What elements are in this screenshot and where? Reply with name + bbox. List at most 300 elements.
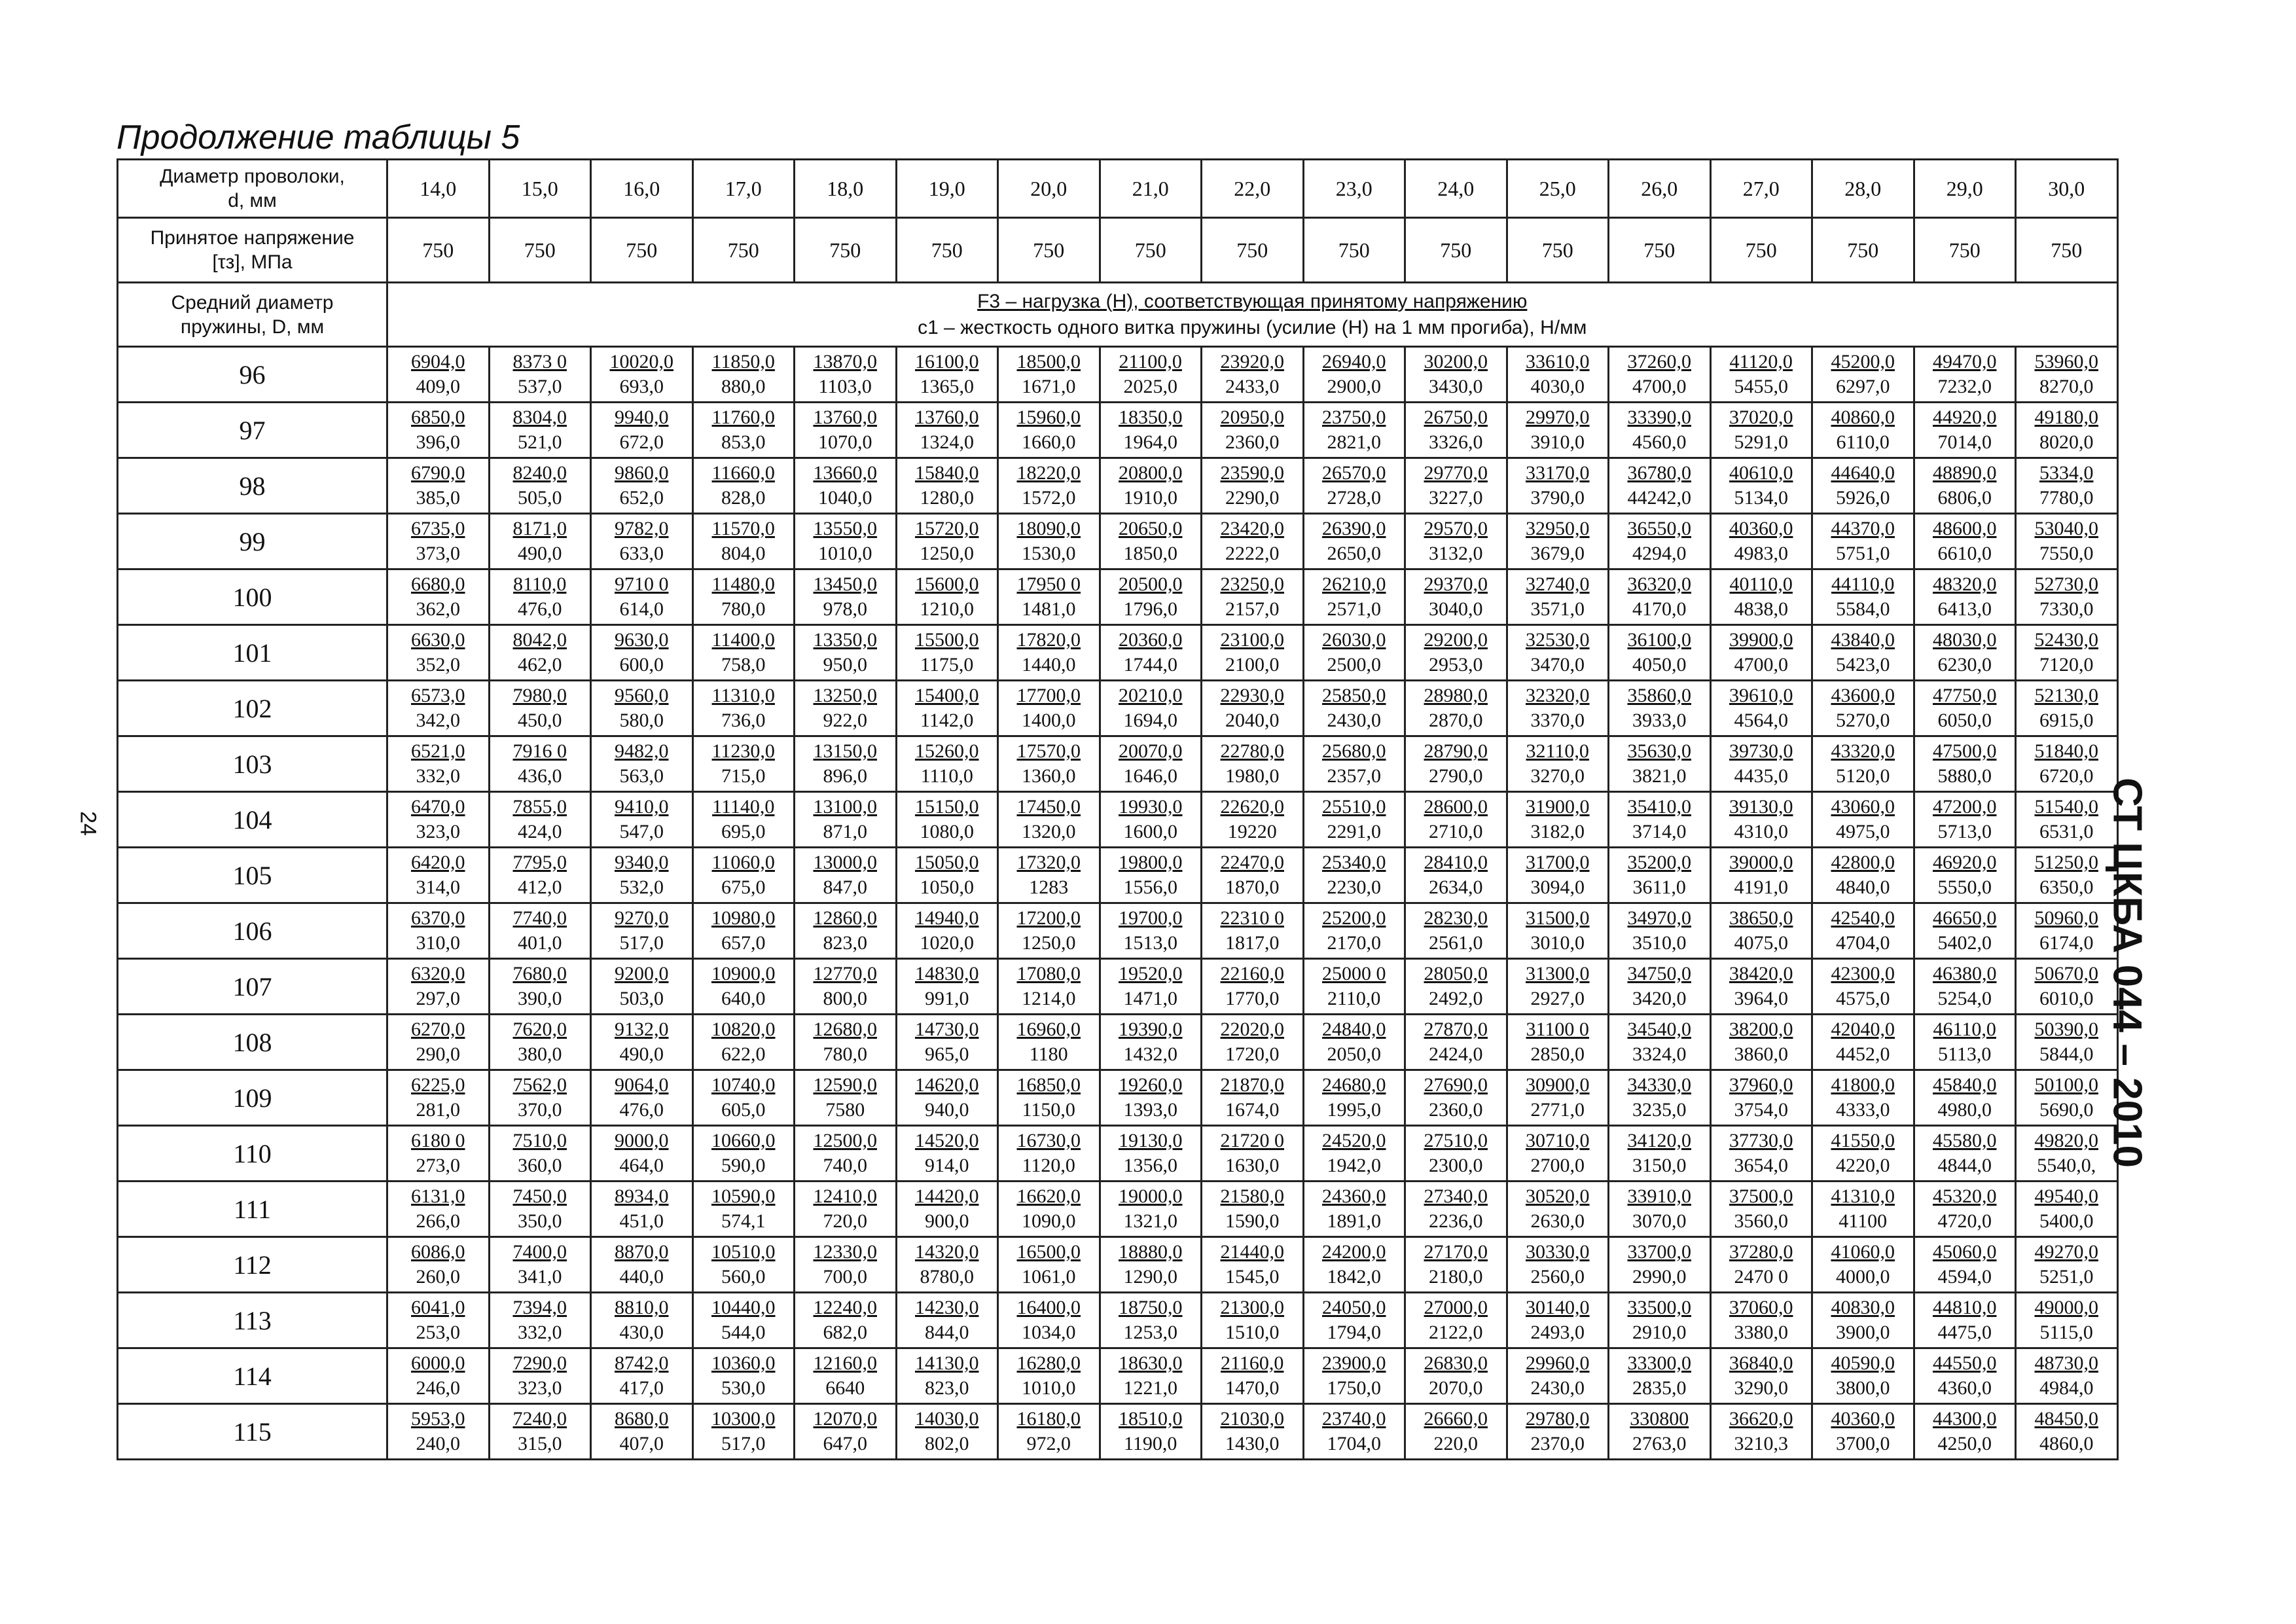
load-value: 7394,0 — [512, 1297, 567, 1318]
load-stiffness-cell — [1303, 1237, 1405, 1293]
load-value: 14230,0 — [915, 1297, 979, 1318]
load-stiffness-cell — [896, 569, 998, 625]
load-value: 36320,0 — [1627, 573, 1691, 595]
load-stiffness-cell — [591, 1015, 693, 1070]
load-value: 29370,0 — [1424, 573, 1488, 595]
load-value: 14620,0 — [915, 1074, 979, 1096]
stiffness-value: 2470 0 — [1734, 1266, 1788, 1288]
legend-load-line: F3 – нагрузка (Н), соответствующая принятому напряжению — [977, 290, 1528, 312]
load-value: 9132,0 — [615, 1019, 669, 1040]
load-value: 33700,0 — [1627, 1241, 1691, 1263]
load-stiffness-cell — [692, 1404, 795, 1460]
wire-diameter-value: 17,0 — [692, 160, 795, 218]
stiffness-value: 341,0 — [518, 1266, 562, 1288]
table-row — [118, 569, 2118, 625]
load-value: 22470,0 — [1220, 852, 1284, 873]
load-stiffness-cell — [489, 848, 591, 903]
stiffness-value: 412,0 — [518, 876, 562, 898]
load-stiffness-cell — [387, 681, 490, 736]
stiffness-value: 1510,0 — [1225, 1322, 1280, 1343]
stiffness-value: 3654,0 — [1734, 1155, 1788, 1176]
load-stiffness-cell — [591, 959, 693, 1015]
stiffness-value: 4475,0 — [1937, 1322, 1992, 1343]
load-stiffness-cell — [896, 1237, 998, 1293]
load-value: 9630,0 — [615, 629, 669, 651]
load-stiffness-cell — [998, 1182, 1100, 1237]
stiffness-value: 451,0 — [619, 1210, 664, 1232]
load-value: 17950 0 — [1016, 573, 1081, 595]
load-value: 23420,0 — [1220, 518, 1284, 539]
load-value: 9200,0 — [615, 963, 669, 984]
load-value: 40830,0 — [1831, 1297, 1895, 1318]
load-stiffness-cell — [1303, 625, 1405, 681]
load-value: 7795,0 — [512, 852, 567, 873]
load-value: 18750,0 — [1119, 1297, 1183, 1318]
load-value: 23590,0 — [1220, 462, 1284, 484]
stiffness-value: 1750,0 — [1327, 1377, 1381, 1399]
stiffness-value: 1891,0 — [1327, 1210, 1381, 1232]
load-value: 31100 0 — [1526, 1019, 1589, 1040]
stiffness-value: 2360,0 — [1225, 431, 1280, 453]
load-stiffness-cell — [591, 1293, 693, 1348]
stiffness-value: 5115,0 — [2039, 1322, 2093, 1343]
stiffness-value: 4594,0 — [1937, 1266, 1992, 1288]
load-value: 6850,0 — [411, 406, 465, 428]
stiffness-value: 6720,0 — [2039, 765, 2094, 787]
load-stiffness-cell — [1100, 1237, 1202, 1293]
load-stiffness-cell — [2016, 1348, 2118, 1404]
load-stiffness-cell — [795, 903, 897, 959]
stiffness-value: 3182,0 — [1530, 821, 1585, 842]
load-stiffness-cell — [1710, 1237, 1812, 1293]
load-value: 15600,0 — [915, 573, 979, 595]
load-stiffness-cell — [1507, 514, 1609, 569]
stiffness-value: 4220,0 — [1836, 1155, 1890, 1176]
load-stiffness-cell — [1710, 1348, 1812, 1404]
load-stiffness-cell — [1609, 681, 1711, 736]
load-value: 27170,0 — [1424, 1241, 1488, 1263]
load-stiffness-cell — [1202, 959, 1304, 1015]
stiffness-value: 2493,0 — [1530, 1322, 1585, 1343]
load-stiffness-cell — [1100, 625, 1202, 681]
load-stiffness-cell — [1710, 903, 1812, 959]
stiffness-value: 1432,0 — [1123, 1043, 1177, 1065]
stiffness-value: 490,0 — [518, 543, 562, 564]
load-value: 18220,0 — [1016, 462, 1081, 484]
stiffness-value: 4840,0 — [1836, 876, 1890, 898]
legend-row — [118, 283, 2118, 347]
load-value: 37730,0 — [1729, 1130, 1793, 1151]
stiffness-value: 1770,0 — [1225, 988, 1280, 1009]
load-stiffness-cell — [2016, 681, 2118, 736]
load-stiffness-cell — [998, 736, 1100, 792]
load-stiffness-cell — [896, 458, 998, 514]
load-value: 19930,0 — [1119, 796, 1183, 818]
load-stiffness-cell — [1609, 1126, 1711, 1182]
load-stiffness-cell — [1507, 959, 1609, 1015]
load-value: 48890,0 — [1933, 462, 1997, 484]
load-stiffness-cell — [1303, 959, 1405, 1015]
stiffness-value: 2157,0 — [1225, 598, 1280, 620]
stiffness-value: 1365,0 — [920, 376, 974, 397]
stiffness-value: 3900,0 — [1836, 1322, 1890, 1343]
stiffness-value: 462,0 — [518, 654, 562, 676]
load-stiffness-cell — [489, 569, 591, 625]
load-stiffness-cell — [387, 1015, 490, 1070]
load-stiffness-cell — [896, 1404, 998, 1460]
stiffness-value: 310,0 — [416, 932, 460, 954]
stiffness-value: 3210,3 — [1734, 1433, 1788, 1454]
load-value: 14730,0 — [915, 1019, 979, 1040]
load-value: 8934,0 — [615, 1185, 669, 1207]
load-value: 30520,0 — [1526, 1185, 1590, 1207]
load-stiffness-cell — [1710, 1182, 1812, 1237]
stiffness-value: 3790,0 — [1530, 487, 1585, 509]
stiffness-value: 8020,0 — [2039, 431, 2094, 453]
load-value: 44550,0 — [1933, 1352, 1997, 1374]
mean-diameter-cell: 97 — [118, 403, 387, 458]
load-value: 13100,0 — [813, 796, 877, 818]
load-value: 18630,0 — [1119, 1352, 1183, 1374]
load-stiffness-cell — [387, 736, 490, 792]
mean-diameter-cell: 103 — [118, 736, 387, 792]
load-value: 8304,0 — [512, 406, 567, 428]
load-stiffness-cell — [795, 1070, 897, 1126]
load-stiffness-cell — [1405, 569, 1507, 625]
stress-row — [118, 218, 2118, 283]
stiffness-value: 1572,0 — [1022, 487, 1076, 509]
load-value: 16100,0 — [915, 351, 979, 372]
load-value: 19520,0 — [1119, 963, 1183, 984]
load-value: 26660,0 — [1424, 1408, 1488, 1430]
stiffness-value: 978,0 — [823, 598, 867, 620]
stiffness-value: 2291,0 — [1327, 821, 1381, 842]
stiffness-value: 940,0 — [925, 1099, 969, 1121]
stiffness-value: 5926,0 — [1836, 487, 1890, 509]
stiffness-value: 5423,0 — [1836, 654, 1890, 676]
stiffness-value: 590,0 — [721, 1155, 766, 1176]
stiffness-value: 1180 — [1029, 1043, 1068, 1065]
load-stiffness-cell — [998, 514, 1100, 569]
stiffness-value: 3754,0 — [1734, 1099, 1788, 1121]
wire-diameter-value: 30,0 — [2016, 160, 2118, 218]
load-stiffness-cell — [1303, 1404, 1405, 1460]
load-value: 49180,0 — [2034, 406, 2098, 428]
stiffness-value: 6806,0 — [1937, 487, 1992, 509]
load-stiffness-cell — [387, 1404, 490, 1460]
load-value: 24840,0 — [1322, 1019, 1386, 1040]
stiffness-value: 2850,0 — [1530, 1043, 1585, 1065]
load-value: 20950,0 — [1220, 406, 1284, 428]
table-row — [118, 1404, 2118, 1460]
stiffness-value: 1694,0 — [1123, 710, 1177, 731]
load-stiffness-cell — [1303, 848, 1405, 903]
load-stiffness-cell — [896, 625, 998, 681]
table-row — [118, 1126, 2118, 1182]
load-stiffness-cell — [2016, 1404, 2118, 1460]
stiffness-value: 1910,0 — [1123, 487, 1177, 509]
load-stiffness-cell — [2016, 959, 2118, 1015]
load-value: 30330,0 — [1526, 1241, 1590, 1263]
load-value: 45580,0 — [1933, 1130, 1997, 1151]
load-stiffness-cell — [1914, 903, 2016, 959]
load-value: 20070,0 — [1119, 740, 1183, 762]
load-value: 5334,0 — [2039, 462, 2094, 484]
load-stiffness-cell — [489, 1070, 591, 1126]
mean-diameter-cell: 109 — [118, 1070, 387, 1126]
load-stiffness-cell — [692, 1182, 795, 1237]
load-value: 18500,0 — [1016, 351, 1081, 372]
stiffness-value: 633,0 — [619, 543, 664, 564]
load-value: 29570,0 — [1424, 518, 1488, 539]
load-stiffness-cell — [1100, 1348, 1202, 1404]
load-value: 39610,0 — [1729, 685, 1793, 706]
stiffness-value: 2492,0 — [1429, 988, 1483, 1009]
table-row — [118, 736, 2118, 792]
mean-diameter-cell: 101 — [118, 625, 387, 681]
stiffness-value: 780,0 — [721, 598, 766, 620]
load-value: 24680,0 — [1322, 1074, 1386, 1096]
load-value: 45320,0 — [1933, 1185, 1997, 1207]
load-stiffness-cell — [1303, 458, 1405, 514]
stiffness-value: 5270,0 — [1836, 710, 1890, 731]
stiffness-value: 2650,0 — [1327, 543, 1381, 564]
stiffness-value: 490,0 — [619, 1043, 664, 1065]
stiffness-value: 3132,0 — [1429, 543, 1483, 564]
load-stiffness-cell — [387, 347, 490, 403]
load-value: 23920,0 — [1220, 351, 1284, 372]
stiffness-value: 4170,0 — [1632, 598, 1687, 620]
stiffness-value: 1221,0 — [1123, 1377, 1177, 1399]
stiffness-value: 2771,0 — [1530, 1099, 1585, 1121]
stiffness-value: 657,0 — [721, 932, 766, 954]
stiffness-value: 2025,0 — [1123, 376, 1177, 397]
load-stiffness-cell — [591, 625, 693, 681]
load-value: 10510,0 — [711, 1241, 776, 1263]
load-stiffness-cell — [1202, 1070, 1304, 1126]
load-stiffness-cell — [591, 1182, 693, 1237]
load-value: 27690,0 — [1424, 1074, 1488, 1096]
load-value: 9710 0 — [615, 573, 669, 595]
load-stiffness-cell — [1609, 792, 1711, 848]
load-stiffness-cell — [387, 959, 490, 1015]
load-stiffness-cell — [1710, 347, 1812, 403]
stiffness-value: 4700,0 — [1632, 376, 1687, 397]
load-stiffness-cell — [591, 1126, 693, 1182]
load-value: 12860,0 — [813, 907, 877, 929]
stress-value: 750 — [1507, 218, 1609, 283]
stiffness-value: 1321,0 — [1123, 1210, 1177, 1232]
wire-diameter-value: 26,0 — [1609, 160, 1711, 218]
load-stiffness-cell — [1405, 1293, 1507, 1348]
stiffness-value: 693,0 — [619, 376, 664, 397]
load-stiffness-cell — [1100, 569, 1202, 625]
load-stiffness-cell — [387, 514, 490, 569]
load-stiffness-cell — [896, 1015, 998, 1070]
load-stiffness-cell — [387, 1182, 490, 1237]
load-stiffness-cell — [1710, 1070, 1812, 1126]
load-value: 19700,0 — [1119, 907, 1183, 929]
stiffness-value: 4360,0 — [1937, 1377, 1992, 1399]
load-value: 17450,0 — [1016, 796, 1081, 818]
load-value: 15260,0 — [915, 740, 979, 762]
load-value: 17700,0 — [1016, 685, 1081, 706]
load-value: 49000,0 — [2034, 1297, 2098, 1318]
stiffness-value: 1545,0 — [1225, 1266, 1280, 1288]
stiffness-value: 1142,0 — [920, 710, 974, 731]
load-stiffness-cell — [998, 792, 1100, 848]
load-value: 19260,0 — [1119, 1074, 1183, 1096]
stiffness-value: 800,0 — [823, 988, 867, 1009]
stiffness-value: 2100,0 — [1225, 654, 1280, 676]
stiffness-value: 1034,0 — [1022, 1322, 1076, 1343]
load-stiffness-cell — [1202, 1182, 1304, 1237]
mean-diameter-label-line2: пружины, D, мм — [180, 316, 325, 338]
load-stiffness-cell — [2016, 1237, 2118, 1293]
legend-stiffness-line: c1 – жесткость одного витка пружины (усилие (Н) на 1 мм прогиба), Н/мм — [918, 316, 1587, 338]
load-value: 8042,0 — [512, 629, 567, 651]
load-value: 10360,0 — [711, 1352, 776, 1374]
load-stiffness-cell — [1710, 569, 1812, 625]
stiffness-value: 1020,0 — [920, 932, 974, 954]
load-value: 29970,0 — [1526, 406, 1590, 428]
load-stiffness-cell — [1405, 1182, 1507, 1237]
stiffness-value: 2370,0 — [1530, 1433, 1585, 1454]
stiffness-value: 1324,0 — [920, 431, 974, 453]
stiffness-value: 1253,0 — [1123, 1322, 1177, 1343]
load-value: 9000,0 — [615, 1130, 669, 1151]
load-stiffness-cell — [1202, 1404, 1304, 1460]
stiffness-value: 4030,0 — [1530, 376, 1585, 397]
mean-diameter-cell: 98 — [118, 458, 387, 514]
load-value: 41060,0 — [1831, 1241, 1895, 1263]
stiffness-value: 6640 — [825, 1377, 865, 1399]
stiffness-value: 1061,0 — [1022, 1266, 1076, 1288]
load-stiffness-cell — [591, 1404, 693, 1460]
stiffness-value: 440,0 — [619, 1266, 664, 1288]
load-value: 25680,0 — [1322, 740, 1386, 762]
load-stiffness-cell — [896, 792, 998, 848]
load-value: 48600,0 — [1933, 518, 1997, 539]
load-value: 24050,0 — [1322, 1297, 1386, 1318]
load-value: 6790,0 — [411, 462, 465, 484]
load-stiffness-cell — [1202, 569, 1304, 625]
load-value: 36620,0 — [1729, 1408, 1793, 1430]
load-stiffness-cell — [1609, 1237, 1711, 1293]
load-value: 12070,0 — [813, 1408, 877, 1430]
stiffness-value: 1080,0 — [920, 821, 974, 842]
load-stiffness-cell — [1710, 514, 1812, 569]
load-stiffness-cell — [795, 681, 897, 736]
load-value: 18510,0 — [1119, 1408, 1183, 1430]
load-stiffness-cell — [692, 458, 795, 514]
load-value: 16620,0 — [1016, 1185, 1081, 1207]
stiffness-value: 2953,0 — [1429, 654, 1483, 676]
load-value: 26830,0 — [1424, 1352, 1488, 1374]
stiffness-value: 532,0 — [619, 876, 664, 898]
load-value: 37280,0 — [1729, 1241, 1793, 1263]
wire-diameter-label-line2: d, мм — [228, 190, 277, 211]
load-stiffness-cell — [1507, 1404, 1609, 1460]
load-stiffness-cell — [489, 1293, 591, 1348]
load-stiffness-cell — [2016, 1293, 2118, 1348]
load-stiffness-cell — [1202, 1126, 1304, 1182]
load-stiffness-cell — [387, 792, 490, 848]
stiffness-value: 2110,0 — [1327, 988, 1381, 1009]
stiffness-value: 4860,0 — [2039, 1433, 2094, 1454]
mean-diameter-cell: 112 — [118, 1237, 387, 1293]
load-stiffness-cell — [795, 848, 897, 903]
load-value: 18880,0 — [1119, 1241, 1183, 1263]
load-value: 28410,0 — [1424, 852, 1488, 873]
stiffness-value: 6050,0 — [1937, 710, 1992, 731]
stiffness-value: 640,0 — [721, 988, 766, 1009]
load-stiffness-cell — [998, 959, 1100, 1015]
load-stiffness-cell — [1202, 514, 1304, 569]
load-value: 8810,0 — [615, 1297, 669, 1318]
load-stiffness-cell — [489, 1404, 591, 1460]
load-stiffness-cell — [591, 403, 693, 458]
stiffness-value: 6297,0 — [1836, 376, 1890, 397]
load-stiffness-cell — [1100, 959, 1202, 1015]
load-value: 14320,0 — [915, 1241, 979, 1263]
load-stiffness-cell — [1710, 959, 1812, 1015]
load-value: 28050,0 — [1424, 963, 1488, 984]
stiffness-value: 1964,0 — [1123, 431, 1177, 453]
load-value: 11400,0 — [711, 629, 775, 651]
stiffness-value: 2821,0 — [1327, 431, 1381, 453]
table-row — [118, 681, 2118, 736]
load-value: 6904,0 — [411, 351, 465, 372]
load-stiffness-cell — [1710, 848, 1812, 903]
stiffness-value: 2763,0 — [1632, 1433, 1687, 1454]
stiffness-value: 1870,0 — [1225, 876, 1280, 898]
load-stiffness-cell — [1507, 681, 1609, 736]
load-stiffness-cell — [998, 1404, 1100, 1460]
load-stiffness-cell — [2016, 625, 2118, 681]
load-value: 22160,0 — [1220, 963, 1284, 984]
stiffness-value: 5120,0 — [1836, 765, 1890, 787]
load-stiffness-cell — [795, 959, 897, 1015]
stiffness-value: 332,0 — [518, 1322, 562, 1343]
stiffness-value: 396,0 — [416, 431, 460, 453]
stress-value: 750 — [1202, 218, 1304, 283]
load-value: 14130,0 — [915, 1352, 979, 1374]
load-stiffness-cell — [489, 736, 591, 792]
load-stiffness-cell — [1914, 1348, 2016, 1404]
load-stiffness-cell — [489, 792, 591, 848]
stiffness-value: 647,0 — [823, 1433, 867, 1454]
load-stiffness-cell — [387, 569, 490, 625]
load-stiffness-cell — [1812, 959, 1914, 1015]
load-stiffness-cell — [1100, 903, 1202, 959]
stiffness-value: 352,0 — [416, 654, 460, 676]
stress-value: 750 — [2016, 218, 2118, 283]
load-stiffness-cell — [489, 514, 591, 569]
load-stiffness-cell — [591, 848, 693, 903]
load-value: 7450,0 — [512, 1185, 567, 1207]
load-value: 22020,0 — [1220, 1019, 1284, 1040]
load-stiffness-cell — [489, 1237, 591, 1293]
load-value: 44810,0 — [1933, 1297, 1997, 1318]
stiffness-value: 4980,0 — [1937, 1099, 1992, 1121]
stiffness-value: 409,0 — [416, 376, 460, 397]
load-value: 12590,0 — [813, 1074, 877, 1096]
load-value: 8240,0 — [512, 462, 567, 484]
load-value: 24360,0 — [1322, 1185, 1386, 1207]
load-stiffness-cell — [1303, 403, 1405, 458]
load-value: 36100,0 — [1627, 629, 1691, 651]
